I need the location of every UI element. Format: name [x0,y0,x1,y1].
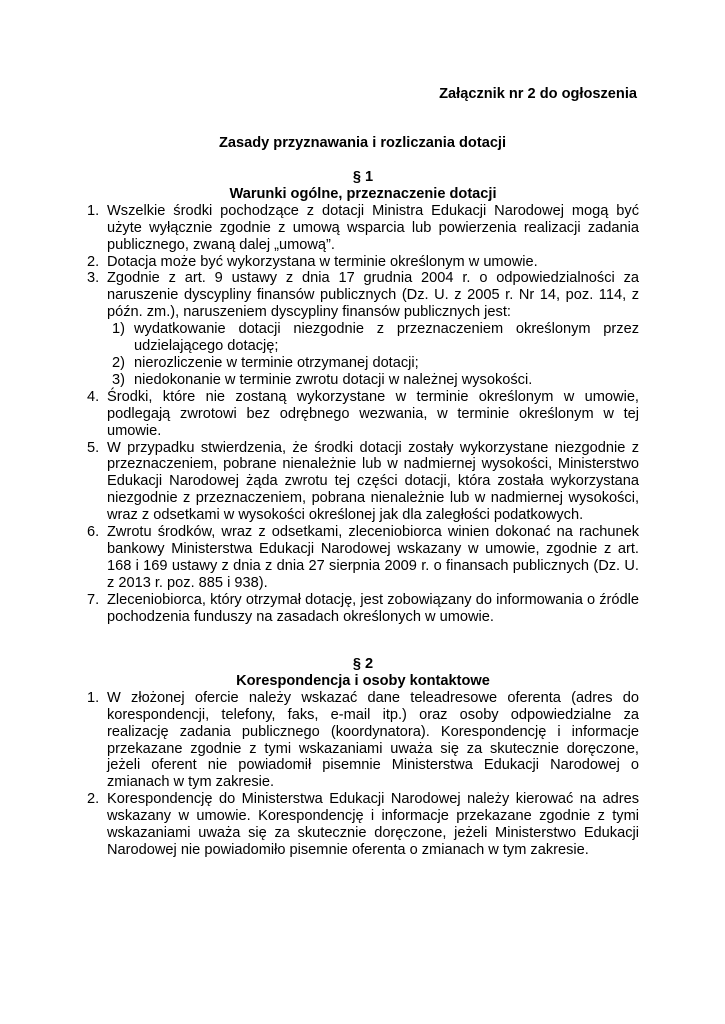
list-item [87,791,639,859]
section-2 [87,656,639,859]
item-text: Zgodnie z art. 9 ustawy z dnia 17 grudnia 2004 r. o odpowiedzialności za naruszenie dyscypliny finansów publicznych (Dz. U. z 2005 r. Nr 14, poz. 114, z późn. zm.), naruszeniem dyscypliny finansów publicznych jest: [107,270,639,321]
item-text: Wszelkie środki pochodzące z dotacji Ministra Edukacji Narodowej mogą być użyte wyłącznie zgodnie z umową wsparcia lub powierzenia realizacji zadania publicznego, zwaną dalej „umową”. [107,202,639,253]
sub-item-number: 2) [112,354,125,371]
list-item [87,592,639,626]
section-number: § 1 [352,169,374,185]
sub-item-number: 1) [112,321,125,338]
item-number: 5. [87,439,100,456]
sub-list [107,321,639,389]
sub-item-text: niedokonanie w terminie zwrotu dotacji w należnej wysokości. [134,371,533,388]
item-number: 7. [87,591,100,608]
sub-item-text: nierozliczenie w terminie otrzymanej dotacji; [134,354,419,371]
sub-list-item [108,355,639,372]
sub-list-item [108,321,639,355]
sub-item-text: wydatkowanie dotacji niezgodnie z przeznaczeniem określonym przez udzielającego dotację; [134,321,639,355]
section-heading: Korespondencja i osoby kontaktowe [236,672,490,689]
section-number: § 2 [352,656,374,672]
item-text: W złożonej ofercie należy wskazać dane teleadresowe oferenta (adres do korespondencji, telefony, faks, e-mail itp.) oraz osoby odpowiedzialne za realizację zadania publicznego (koordynatora). Korespondencję i informacje przekazane zgodnie z tymi wskazaniami uważa się za skutecznie doręczone, jeżeli oferent nie powiadomił pisemnie Ministerstwa Edukacji Narodowej o zmianach w tym zakresie. [107,689,639,791]
section-1-list [87,203,639,626]
list-item [87,440,639,525]
list-item [87,270,639,388]
list-item [87,690,639,791]
section-heading: Warunki ogólne, przeznaczenie dotacji [229,185,497,202]
item-text: Dotacja może być wykorzystana w terminie określonym w umowie. [107,253,538,270]
item-text: Korespondencję do Ministerstwa Edukacji Narodowej należy kierować na adres wskazany w umowie. Korespondencję i informacje przekazane zgodnie z tymi wskazaniami uważa się za skutecznie doręczone, jeżeli Ministerstwo Edukacji Narodowej nie powiadomiło pisemnie oferenta o zmianach w tym zakresie. [107,791,639,858]
sub-list-item [108,372,639,389]
list-item [87,254,639,271]
section-1 [87,169,639,625]
list-item [87,389,639,440]
list-item [87,524,639,592]
item-number: 2. [87,253,100,270]
item-number: 1. [87,202,100,219]
item-number: 1. [87,689,100,706]
sub-item-number: 3) [112,371,125,388]
section-2-list [87,690,639,859]
annex-label: Załącznik nr 2 do ogłoszenia [439,86,637,102]
document-title: Zasady przyznawania i rozliczania dotacji [218,135,507,151]
list-item [87,203,639,254]
item-number: 4. [87,388,100,405]
item-number: 2. [87,791,100,808]
item-number: 6. [87,524,100,541]
item-text: Środki, które nie zostaną wykorzystane w terminie określonym w umowie, podlegają zwrotowi bez odrębnego wezwania, w terminie określonym w tej umowie. [107,388,639,439]
item-number: 3. [87,270,100,287]
item-text: Zleceniobiorca, który otrzymał dotację, jest zobowiązany do informowania o źródle pochodzenia funduszy na zasadach określonych w umowie. [107,591,639,625]
item-text: Zwrotu środków, wraz z odsetkami, zleceniobiorca winien dokonać na rachunek bankowy Ministerstwa Edukacji Narodowej wskazany w umowie, zgodnie z art. 168 i 169 ustawy z dnia z dnia 27 sierpnia 2009 r. o finansach publicznych (Dz. U. z 2013 r. poz. 885 i 938). [107,524,639,591]
item-text: W przypadku stwierdzenia, że środki dotacji zostały wykorzystane niezgodnie z przeznaczeniem, pobrane nienależnie lub w nadmiernej wysokości, Ministerstwo Edukacji Narodowej żąda zwrotu tej części dotacji, która została wykorzystana niezgodnie z przeznaczeniem, pobrana nienależnie lub w nadmiernej wysokości, wraz z odsetkami w wysokości określonej jak dla zaległości podatkowych. [107,439,639,524]
